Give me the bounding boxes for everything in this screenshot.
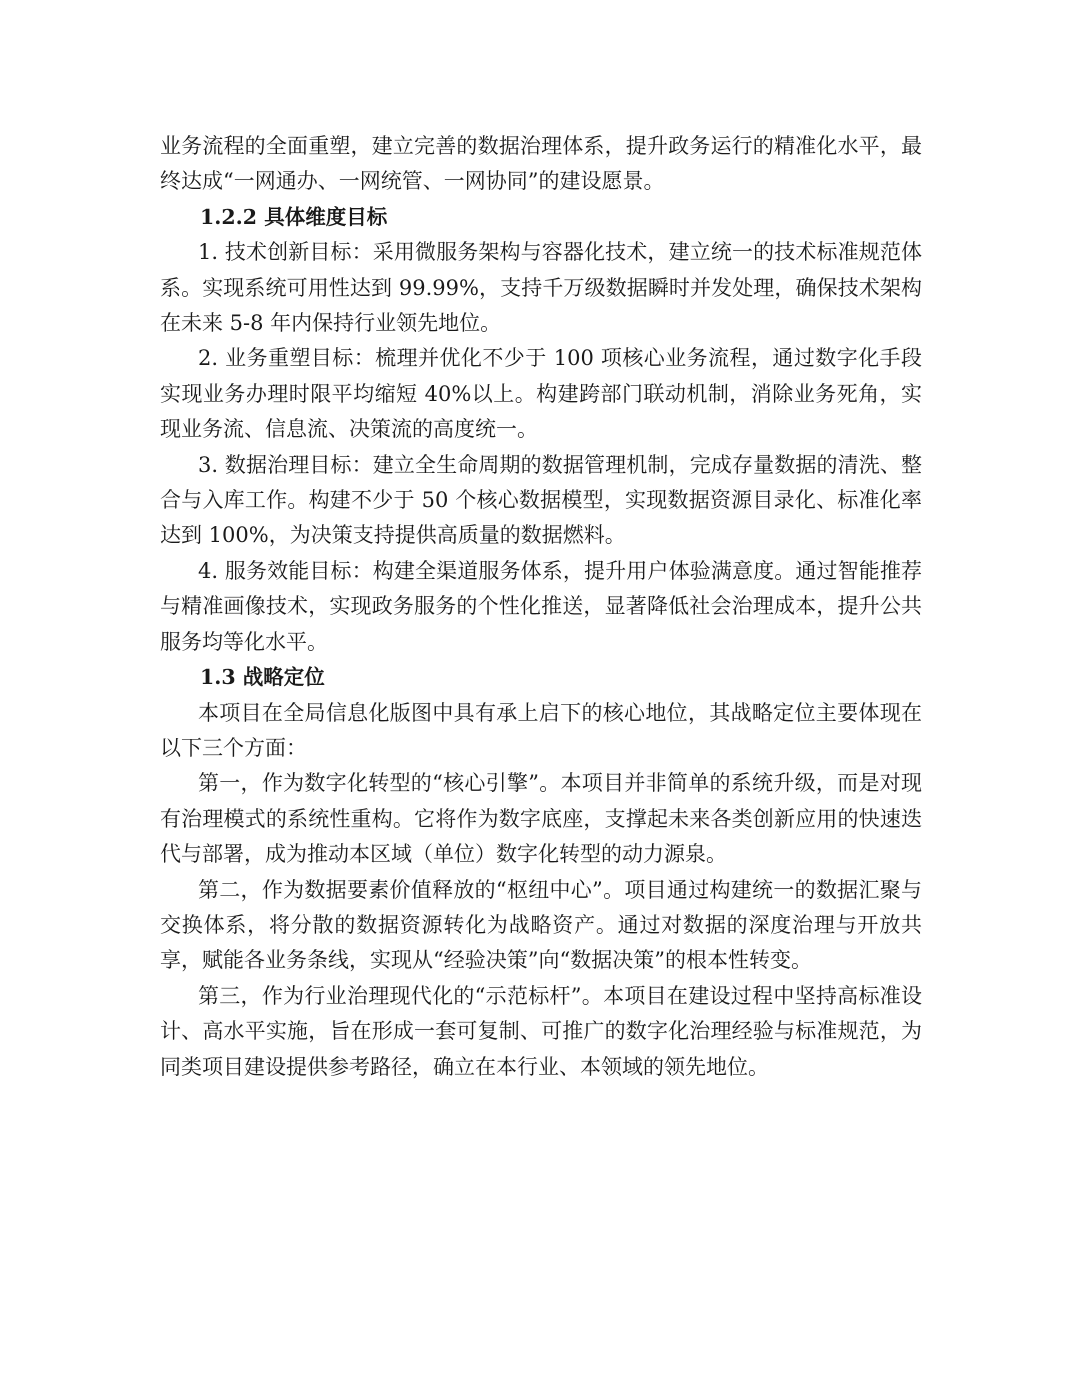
paragraph-strategy-second: 第二，作为数据要素价值释放的“枢纽中心”。项目通过构建统一的数据汇聚与交换体系，将分散的数据资源转化为战略资产。通过对数据的深度治理与开放共享，赋能各业务条线，实现从“经验决策”向“数据决策”的根本性转变。 xyxy=(160,877,922,973)
paragraph-strategy-intro: 本项目在全局信息化版图中具有承上启下的核心地位，其战略定位主要体现在以下三个方面： xyxy=(160,700,922,760)
paragraph-data-governance-goal: 3. 数据治理目标：建立全生命周期的数据管理机制，完成存量数据的清洗、整合与入库工作。构建不少于 50 个核心数据模型，实现数据资源目录化、标准化率达到 100%，为决策支持提供高质量的数据燃料。 xyxy=(160,452,922,548)
document-body xyxy=(160,129,922,1085)
section-heading-1-2-2: 1.2.2 具体维度目标 xyxy=(200,204,388,229)
paragraph-intro-continuation: 业务流程的全面重塑，建立完善的数据治理体系，提升政务运行的精准化水平，最终达成“一网通办、一网统管、一网协同”的建设愿景。 xyxy=(160,134,922,194)
paragraph-strategy-first: 第一，作为数字化转型的“核心引擎”。本项目并非简单的系统升级，而是对现有治理模式的系统性重构。它将作为数字底座，支撑起未来各类创新应用的快速迭代与部署，成为推动本区域（单位）数字化转型的动力源泉。 xyxy=(160,771,922,867)
paragraph-service-efficiency-goal: 4. 服务效能目标：构建全渠道服务体系，提升用户体验满意度。通过智能推荐与精准画像技术，实现政务服务的个性化推送，显著降低社会治理成本，提升公共服务均等化水平。 xyxy=(160,558,922,654)
section-heading-1-3: 1.3 战略定位 xyxy=(200,665,325,690)
paragraph-business-reshaping-goal: 2. 业务重塑目标：梳理并优化不少于 100 项核心业务流程，通过数字化手段实现业务办理时限平均缩短 40%以上。构建跨部门联动机制，消除业务死角，实现业务流、信息流、决策流的高度统一。 xyxy=(160,346,922,442)
paragraph-strategy-third: 第三，作为行业治理现代化的“示范标杆”。本项目在建设过程中坚持高标准设计、高水平实施，旨在形成一套可复制、可推广的数字化治理经验与标准规范，为同类项目建设提供参考路径，确立在本行业、本领域的领先地位。 xyxy=(160,983,922,1079)
paragraph-tech-innovation-goal: 1. 技术创新目标：采用微服务架构与容器化技术，建立统一的技术标准规范体系。实现系统可用性达到 99.99%，支持千万级数据瞬时并发处理，确保技术架构在未来 5-8 年内保持行业领先地位。 xyxy=(160,240,922,336)
